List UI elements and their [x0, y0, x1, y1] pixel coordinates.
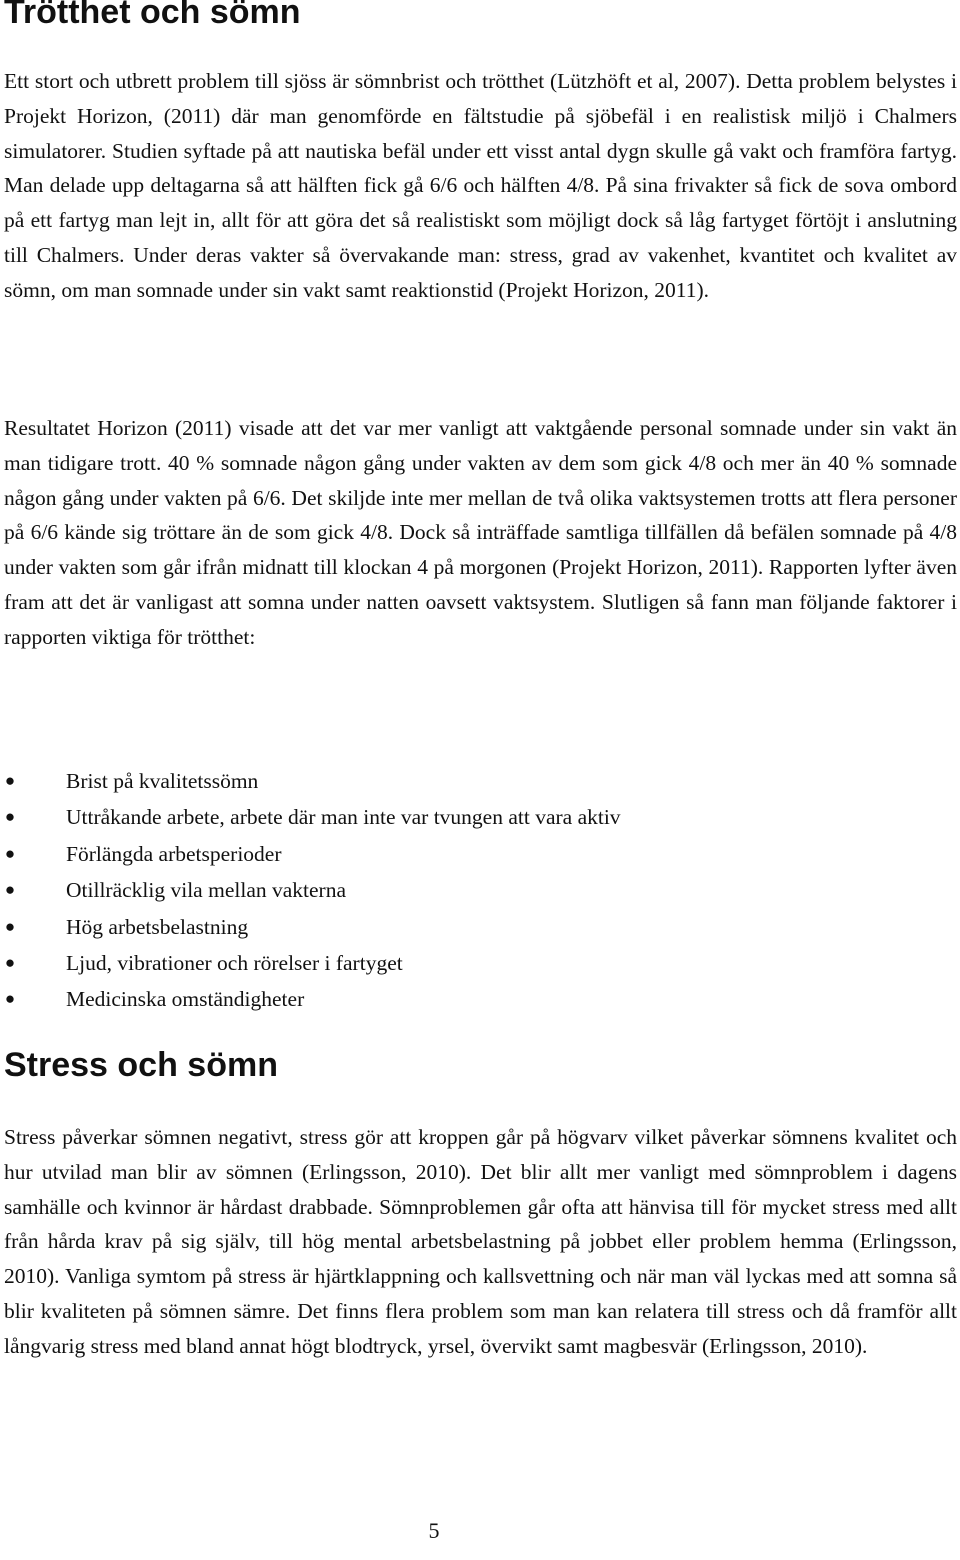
page-number: 5 — [428, 1518, 440, 1543]
bullet-icon: ● — [4, 989, 16, 1009]
body-paragraph: Ett stort och utbrett problem till sjöss är sömnbrist och trötthet (Lützhöft et al, 2007). Detta problem belystes i Projekt Horizon, (2011) där man genomförde en fältstudie på sjöbefäl i en realistisk miljö i Chalmers simulatorer. Studien syftade på att nautiska befäl under ett visst antal dygn skulle gå vakt och framföra fartyg. Man delade upp deltagarna så att hälften fick gå 6/6 och hälften 4/8. På sina frivakter så fick de sova ombord på ett fartyg man lejt in, allt för att göra det så realistiskt som möjligt dock så låg fartyget förtöjt i anslutning till Chalmers. Under deras vakter så övervakande man: stress, grad av vakenhet, kvantitet och kvalitet av sömn, om man somnade under sin vakt samt reaktionstid (Projekt Horizon, 2011). — [4, 69, 957, 302]
list-item-text: Hög arbetsbelastning — [66, 914, 249, 939]
bullet-icon: ● — [4, 916, 16, 936]
fatigue-factors-list — [0, 763, 940, 1018]
list-item-text: Brist på kvalitetssömn — [66, 769, 259, 793]
section-heading-fatigue: Trötthet och sömn — [4, 0, 301, 31]
list-item-text: Medicinska omständigheter — [66, 987, 305, 1012]
list-item — [0, 981, 940, 1017]
bullet-icon: ● — [4, 880, 16, 900]
bullet-icon: ● — [4, 807, 16, 827]
bullet-icon: ● — [4, 843, 16, 863]
list-item — [0, 799, 940, 835]
list-item-text: Förlängda arbetsperioder — [66, 841, 282, 866]
bullet-icon: ● — [4, 952, 16, 972]
list-item — [0, 763, 940, 799]
list-item — [0, 836, 940, 872]
list-item — [0, 872, 940, 908]
section-heading-stress: Stress och sömn — [4, 1046, 278, 1084]
list-item-text: Otillräcklig vila mellan vakterna — [66, 878, 346, 903]
bullet-icon: ● — [4, 771, 16, 790]
body-paragraph: Resultatet Horizon (2011) visade att det var mer vanligt att vaktgående personal somnade under sin vakt än man tidigare trott. 40 % somnade någon gång under vakten av dem som gick 4/8 och mer än 40 % somnade någon gång under vakten på 6/6. Det skiljde inte mer mellan de två olika vaktsystemen trotts att flera personer på 6/6 kände sig tröttare än de som gick 4/8. Dock så inträffade samtliga tillfällen då befälen somnade på 4/8 under vakten som går ifrån midnatt till klockan 4 på morgonen (Projekt Horizon, 2011). Rapporten lyfter även fram att det är vanligast att somna under natten oavsett vaktsystem. Slutligen så fann man följande faktorer i rapporten viktiga för trötthet: — [4, 416, 957, 649]
list-item-text: Ljud, vibrationer och rörelser i fartyget — [66, 950, 403, 975]
list-item — [0, 945, 940, 981]
list-item — [0, 909, 940, 945]
body-paragraph: Stress påverkar sömnen negativt, stress gör att kroppen går på högvarv vilket påverkar sömnens kvalitet och hur utvilad man blir av sömnen (Erlingsson, 2010). Det blir allt mer vanligt med sömnproblem i dagens samhälle och kvinnor är hårdast drabbade. Sömnproblemen går ofta att hänvisa till för mycket stress med allt från hårda krav på sig själv, till hög mental arbetsbelastning på jobbet eller problem hemma (Erlingsson, 2010). Vanliga symtom på stress är hjärtklappning och kallsvettning och när man väl lyckas med att somna så blir kvaliteten på sömnen sämre. Det finns flera problem som man kan relatera till stress och då framför allt långvarig stress med bland annat högt blodtryck, yrsel, övervikt samt magbesvär (Erlingsson, 2010). — [4, 1125, 957, 1358]
list-item-text: Uttråkande arbete, arbete där man inte var tvungen att vara aktiv — [66, 805, 621, 830]
